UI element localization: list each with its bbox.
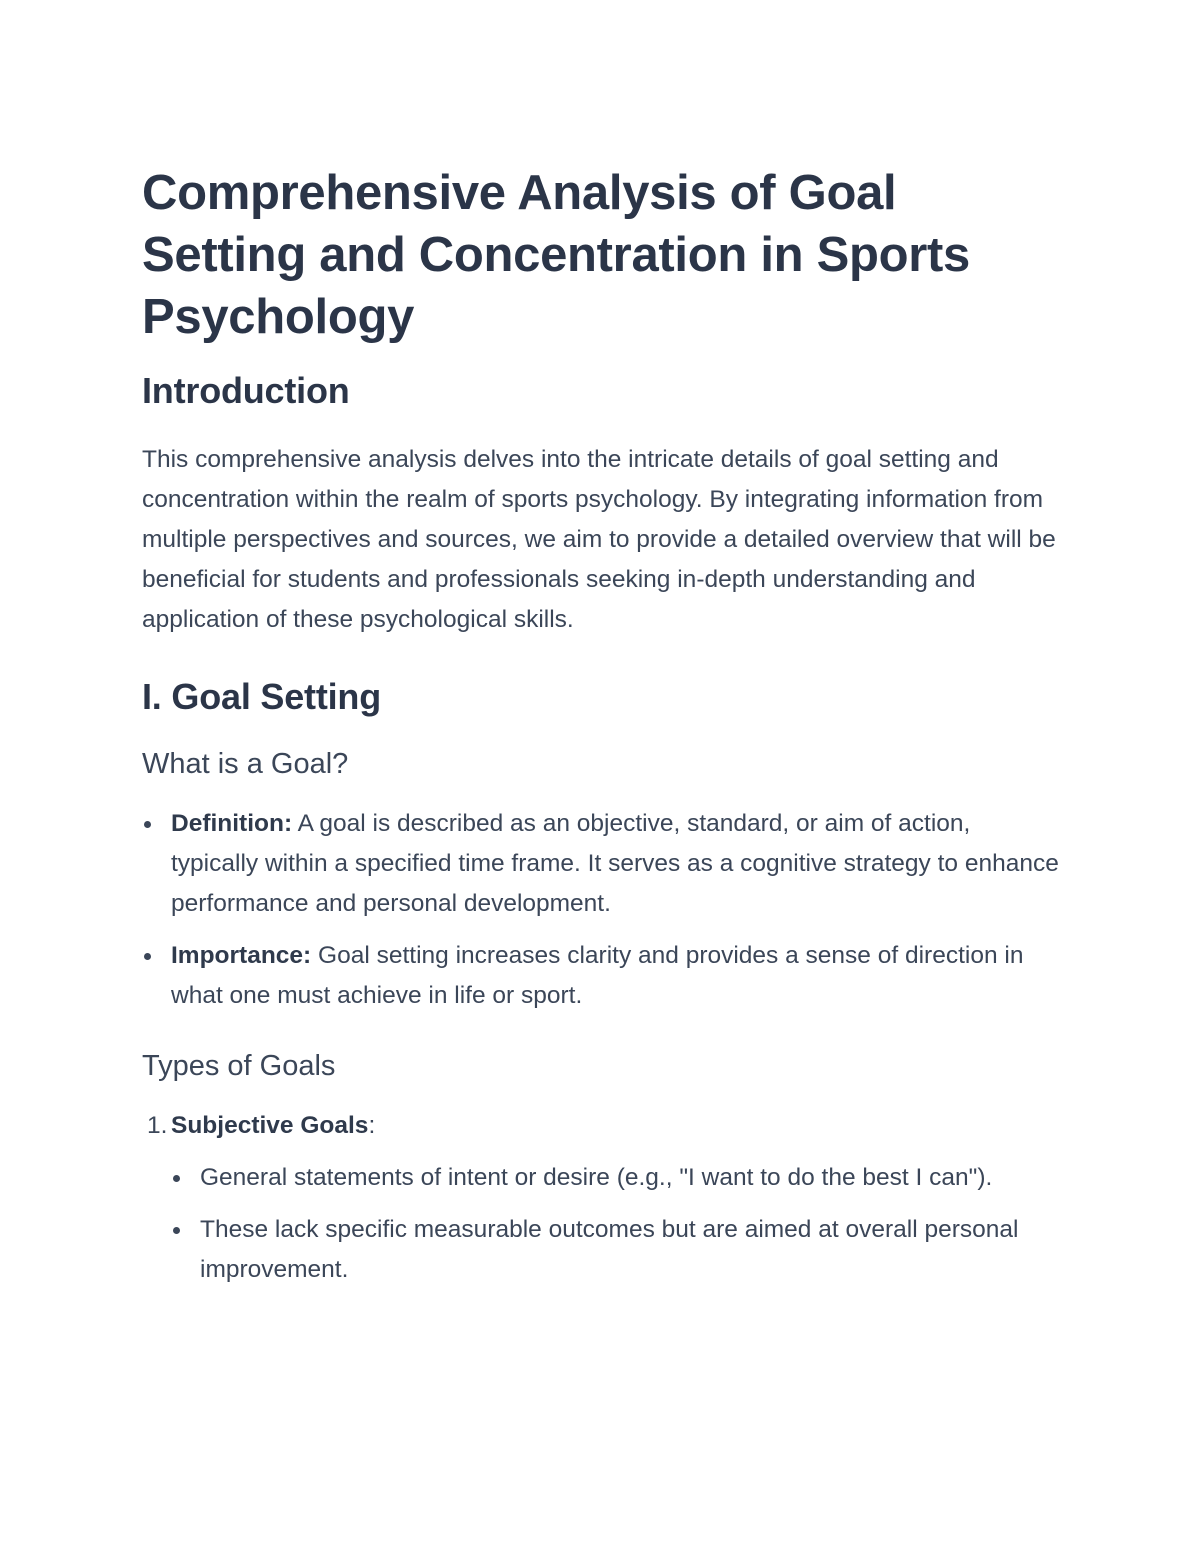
list-number: 1. (147, 1112, 168, 1139)
sublist-item: General statements of intent or desire (e.g., "I want to do the best I can"). (171, 1158, 1060, 1198)
list-item-definition (142, 804, 1060, 924)
what-is-a-goal-heading: What is a Goal? (142, 748, 349, 780)
introduction-heading: Introduction (142, 370, 350, 411)
list-item-subjective-goals (142, 1106, 1060, 1290)
subjective-goals-colon: : (368, 1112, 376, 1139)
subjective-goals-term: Subjective Goals (171, 1112, 369, 1139)
document-title: Comprehensive Analysis of Goal Setting and Concentration in Sports Psychology (142, 166, 970, 344)
introduction-paragraph: This comprehensive analysis delves into the intricate details of goal setting and concentration within the realm of sports psychology. By integrating information from multiple perspectives and sources, we aim to provide a detailed overview that will be beneficial for students and professionals seeking in-depth understanding and application of these psychological skills. (142, 446, 1056, 633)
list-item-importance (142, 936, 1060, 1016)
importance-term: Importance: (171, 942, 312, 969)
definition-text: A goal is described as an objective, standard, or aim of action, typically within a specified time frame. It serves as a cognitive strategy to enhance performance and personal development. (171, 810, 1059, 917)
importance-text: Goal setting increases clarity and provides a sense of direction in what one must achieve in life or sport. (171, 942, 1024, 1009)
types-of-goals-heading: Types of Goals (142, 1050, 336, 1082)
section-goal-setting-heading: I. Goal Setting (142, 676, 382, 717)
subjective-goals-sublist (171, 1158, 1060, 1290)
goal-definition-list (142, 804, 1060, 1016)
definition-term: Definition: (171, 810, 293, 837)
sublist-item: These lack specific measurable outcomes but are aimed at overall personal improvement. (171, 1210, 1060, 1290)
types-of-goals-list (142, 1106, 1060, 1290)
